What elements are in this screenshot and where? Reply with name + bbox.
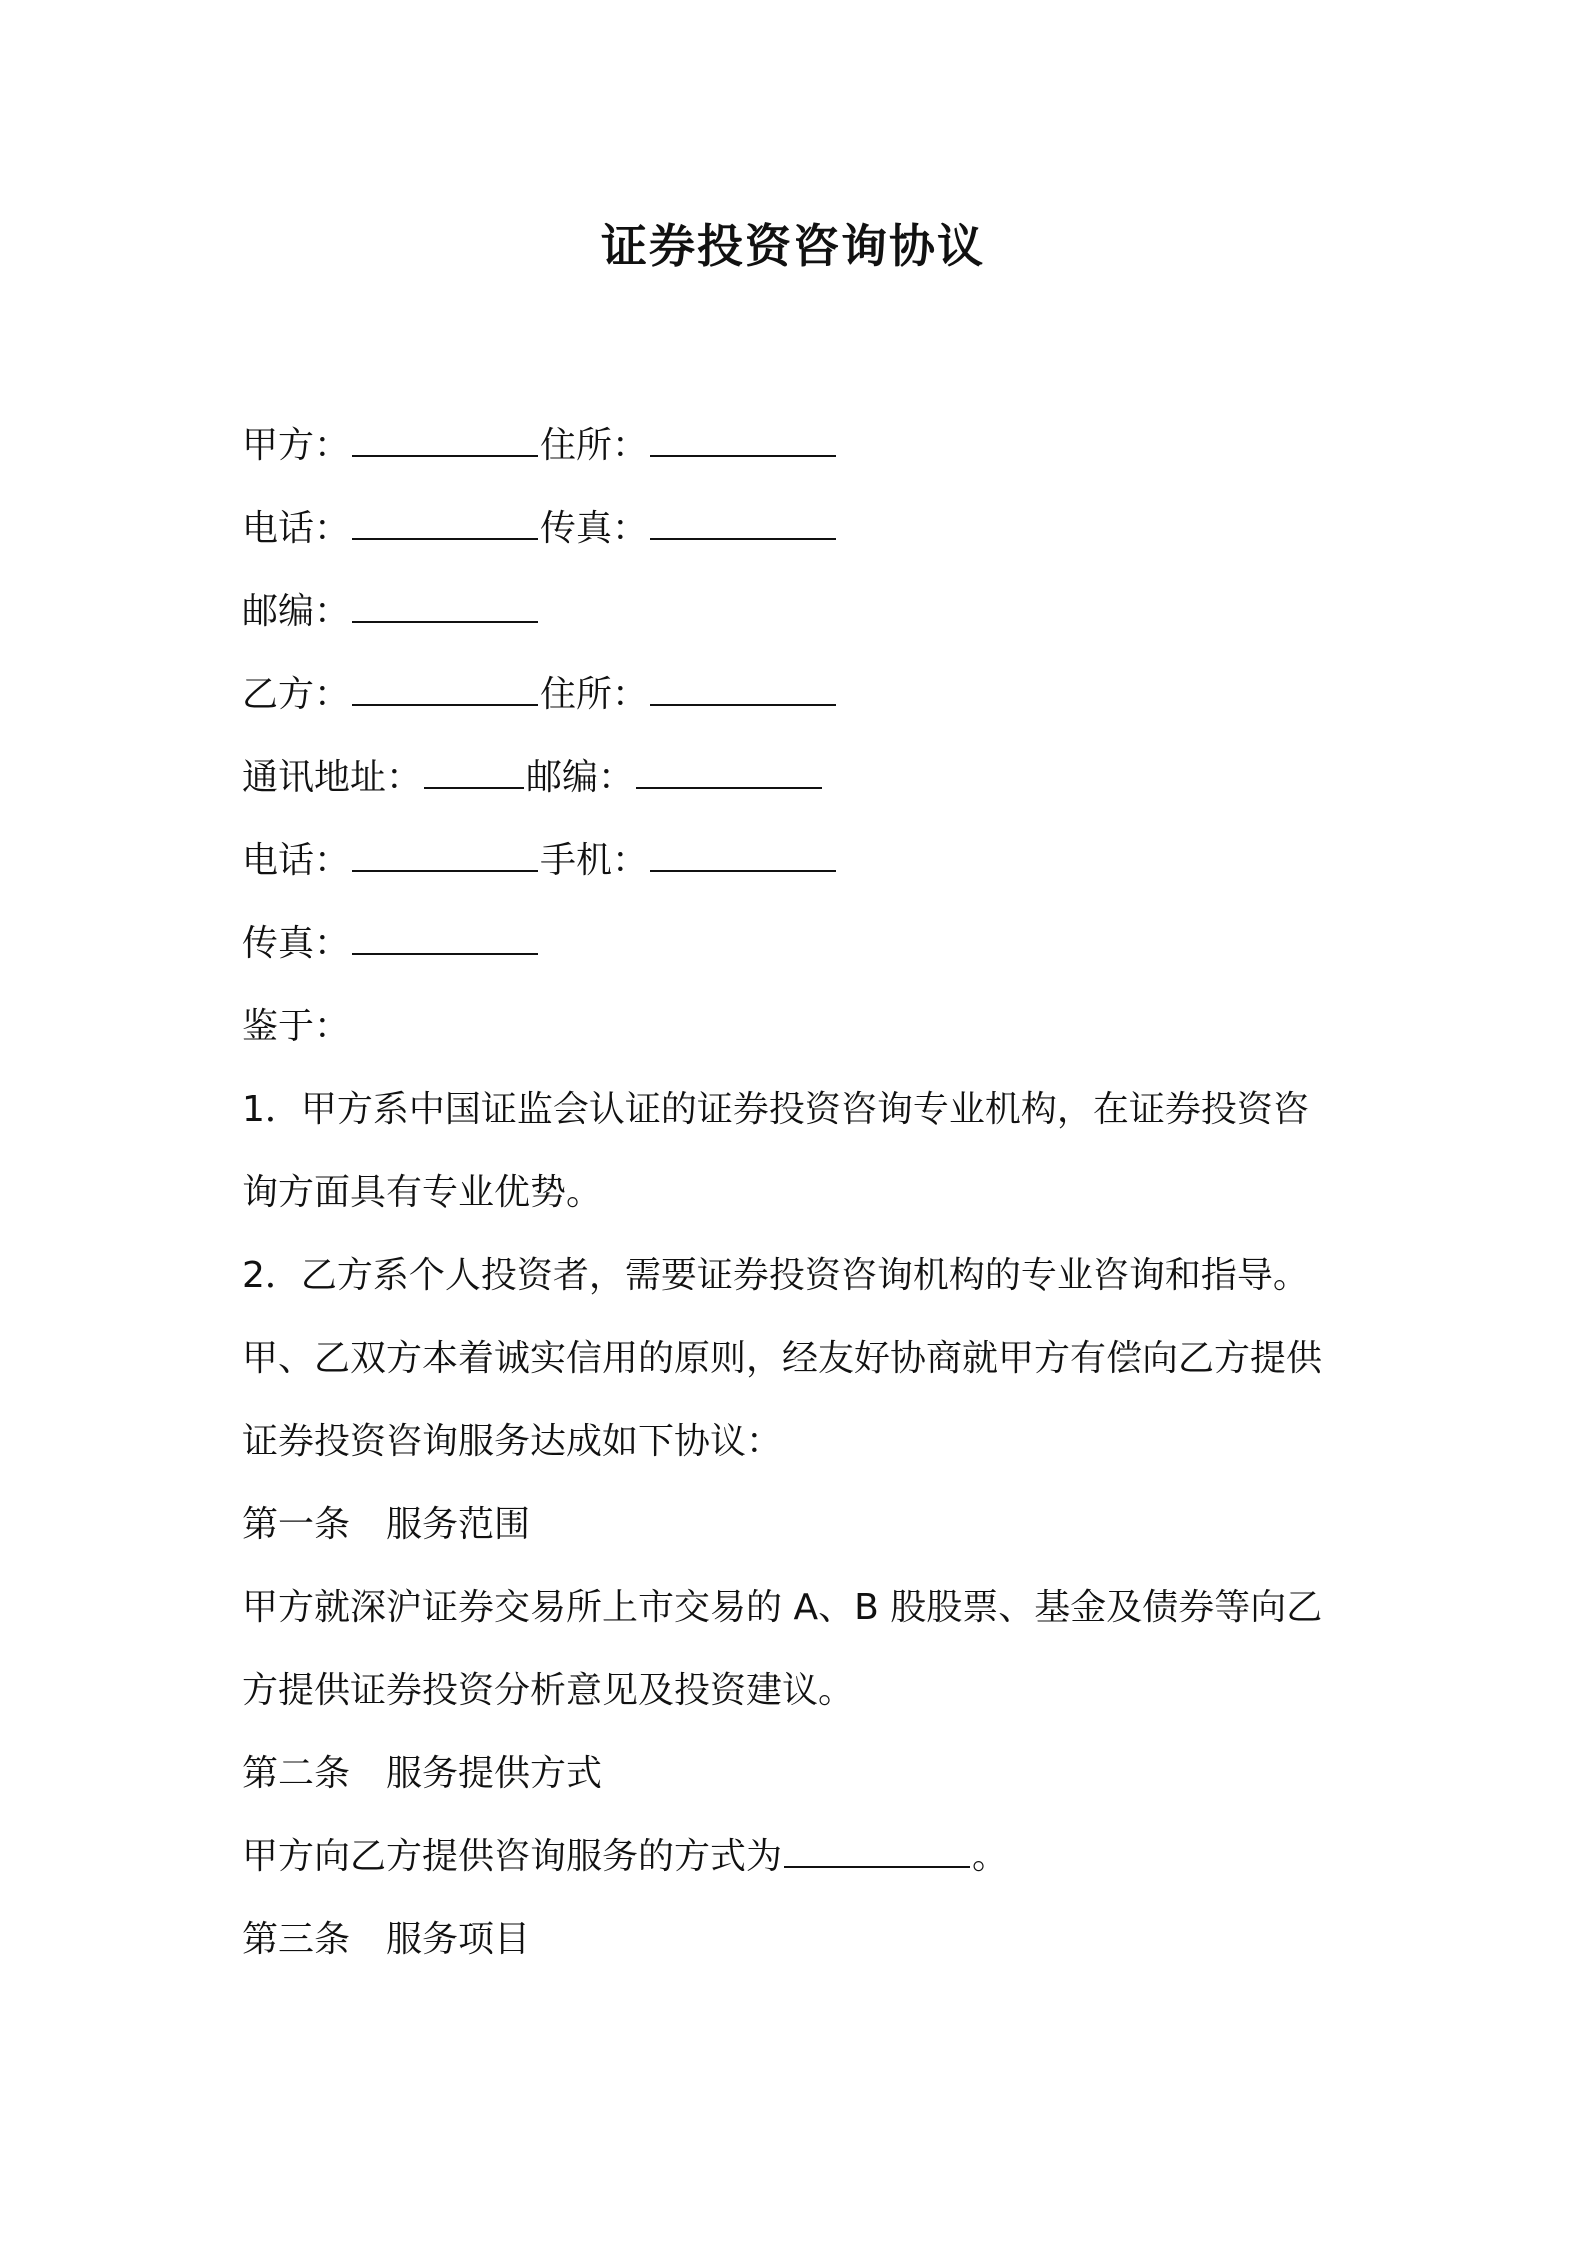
party-b-fax-line	[242, 902, 1362, 985]
party-a-postcode-label: 邮编：	[242, 591, 351, 632]
party-b-postcode-blank	[636, 757, 822, 789]
article-1-title: 服务范围	[386, 1504, 531, 1545]
agreement-line-1: 甲、乙双方本着诚实信用的原则，经友好协商就甲方有偿向乙方提供	[242, 1338, 1323, 1379]
party-b-line	[242, 653, 1362, 736]
article-1-text-line-1: 甲方就深沪证券交易所上市交易的 A、B 股股票、基金及债券等向乙	[242, 1587, 1323, 1628]
party-a-name-blank	[352, 425, 538, 457]
article-3-number: 第三条	[242, 1919, 351, 1960]
party-b-phone-blank	[352, 840, 538, 872]
document-body	[242, 404, 1362, 1981]
party-a-line	[242, 404, 1362, 487]
party-b-label: 乙方：	[242, 674, 351, 715]
document-title: 证券投资咨询协议	[601, 219, 985, 273]
party-b-address-blank	[650, 674, 836, 706]
party-b-phone-line	[242, 819, 1362, 902]
article-2-text-end: 。	[972, 1836, 1009, 1877]
party-a-phone-line	[242, 487, 1362, 570]
party-b-fax-blank	[352, 923, 538, 955]
party-a-fax-label: 传真：	[540, 508, 649, 549]
party-b-mobile-label: 手机：	[540, 840, 649, 881]
article-2-title: 服务提供方式	[386, 1753, 603, 1794]
party-a-phone-blank	[352, 508, 538, 540]
article-2-method-blank	[784, 1836, 970, 1868]
article-2-number: 第二条	[242, 1753, 351, 1794]
recital-2-line: 2．乙方系个人投资者，需要证券投资咨询机构的专业咨询和指导。	[242, 1255, 1309, 1296]
party-a-phone-label: 电话：	[242, 508, 351, 549]
party-b-mail-line	[242, 736, 1362, 819]
party-b-fax-label: 传真：	[242, 923, 351, 964]
party-a-postcode-blank	[352, 591, 538, 623]
recital-1-line-1: 1．甲方系中国证监会认证的证券投资咨询专业机构，在证券投资咨	[242, 1089, 1309, 1130]
article-2-text-line	[242, 1815, 1362, 1898]
article-2-heading	[242, 1732, 1362, 1815]
article-1-number: 第一条	[242, 1504, 351, 1545]
party-a-address-label: 住所：	[540, 425, 649, 466]
article-2-text: 甲方向乙方提供咨询服务的方式为	[242, 1836, 783, 1877]
article-3-heading	[242, 1898, 1362, 1981]
party-a-address-blank	[650, 425, 836, 457]
party-b-postcode-label: 邮编：	[526, 757, 635, 798]
agreement-line-2: 证券投资咨询服务达成如下协议：	[242, 1421, 783, 1462]
whereas-line: 鉴于：	[242, 1006, 351, 1047]
party-a-fax-blank	[650, 508, 836, 540]
article-3-title: 服务项目	[386, 1919, 531, 1960]
party-a-postcode-line	[242, 570, 1362, 653]
party-b-mail-address-label: 通讯地址：	[242, 757, 423, 798]
recital-1-line-2: 询方面具有专业优势。	[242, 1172, 603, 1213]
party-b-mobile-blank	[650, 840, 836, 872]
article-1-text-line-2: 方提供证券投资分析意见及投资建议。	[242, 1670, 855, 1711]
party-b-mail-address-blank	[424, 757, 524, 789]
party-b-phone-label: 电话：	[242, 840, 351, 881]
party-b-address-label: 住所：	[540, 674, 649, 715]
party-b-name-blank	[352, 674, 538, 706]
party-a-label: 甲方：	[242, 425, 351, 466]
article-1-heading	[242, 1483, 1362, 1566]
